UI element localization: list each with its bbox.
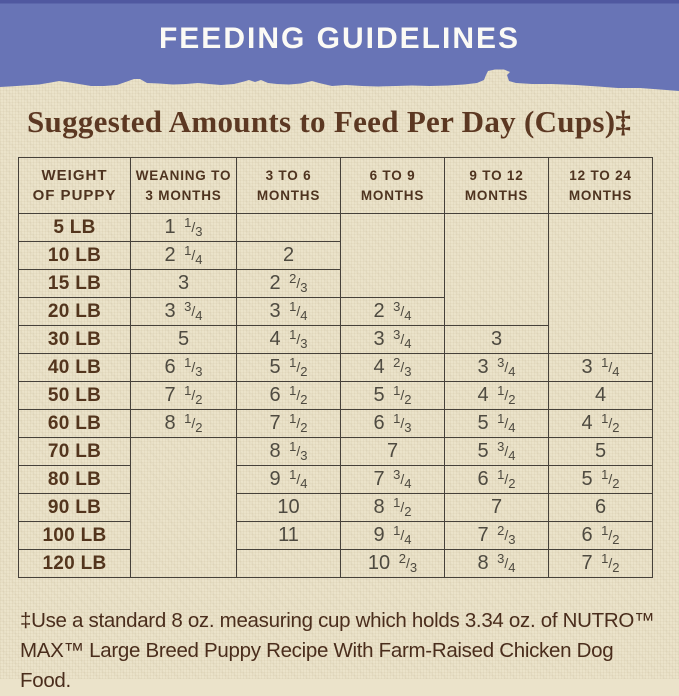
table-row [19, 438, 653, 466]
header-line-2: MONTHS [568, 187, 633, 203]
amount-cell: 5 $^1/_2$ [341, 382, 445, 410]
header-line-1: 3 TO 6 [265, 167, 312, 183]
table-row [19, 494, 653, 522]
column-header-3 [341, 158, 445, 214]
weight-cell: 70 LB [19, 438, 131, 466]
table-row [19, 410, 653, 438]
weight-cell: 40 LB [19, 354, 131, 382]
header-line-1: 6 TO 9 [369, 167, 416, 183]
column-header-weight [19, 158, 131, 214]
header-line-2: 3 MONTHS [145, 187, 222, 203]
amount-cell [341, 214, 445, 298]
amount-cell: 3 $^1/_4$ [549, 354, 653, 382]
header-banner [0, 0, 679, 96]
header-line-2: MONTHS [360, 187, 425, 203]
amount-cell: 10 $^2/_3$ [341, 550, 445, 578]
amount-cell: 6 $^1/_3$ [131, 354, 237, 382]
header-line-2: MONTHS [464, 187, 529, 203]
amount-cell: 6 $^1/_2$ [549, 522, 653, 550]
amount-cell: 9 $^1/_4$ [341, 522, 445, 550]
header-line-1: WEIGHT [41, 166, 108, 184]
amount-cell: 3 [445, 326, 549, 354]
header-line-1: 9 TO 12 [469, 167, 524, 183]
amount-cell: 5 [131, 326, 237, 354]
banner-title: FEEDING GUIDELINES [158, 22, 521, 55]
footnote [20, 606, 668, 696]
amount-cell: 3 $^3/_4$ [341, 326, 445, 354]
amount-cell: 2 [237, 242, 341, 270]
amount-cell: 10 [237, 494, 341, 522]
table-row [19, 382, 653, 410]
table-header [19, 158, 653, 214]
amount-cell: 1 $^1/_3$ [131, 214, 237, 242]
header-line-1: 12 TO 24 [569, 167, 632, 183]
amount-cell: 4 $^2/_3$ [341, 354, 445, 382]
header-line-1: WEANING TO [135, 167, 232, 183]
weight-cell: 10 LB [19, 242, 131, 270]
amount-cell: 7 [341, 438, 445, 466]
amount-cell: 5 $^1/_4$ [445, 410, 549, 438]
table-row [19, 354, 653, 382]
amount-cell: 8 $^1/_2$ [341, 494, 445, 522]
amount-cell: 6 $^1/_2$ [445, 466, 549, 494]
table-body [19, 214, 653, 578]
table-row [19, 550, 653, 578]
amount-cell: 5 $^1/_2$ [237, 354, 341, 382]
amount-cell: 3 [131, 270, 237, 298]
amount-cell: 6 $^1/_3$ [341, 410, 445, 438]
amount-cell: 4 $^1/_3$ [237, 326, 341, 354]
amount-cell [237, 550, 341, 578]
amount-cell: 7 $^2/_3$ [445, 522, 549, 550]
weight-cell: 80 LB [19, 466, 131, 494]
amount-cell: 8 $^1/_3$ [237, 438, 341, 466]
footnote-line-1: ‡Use a standard 8 oz. measuring cup which holds 3.34 oz. of NUTRO™ [20, 609, 655, 632]
weight-cell: 30 LB [19, 326, 131, 354]
weight-cell: 90 LB [19, 494, 131, 522]
header-line-2: OF PUPPY [32, 186, 117, 204]
amount-cell: 8 $^3/_4$ [445, 550, 549, 578]
footnote-line-2: MAX™ Large Breed Puppy Recipe With Farm-Raised Chicken Dog Food. [20, 639, 614, 692]
column-header-2 [237, 158, 341, 214]
amount-cell: 7 $^1/_2$ [131, 382, 237, 410]
header-line-2: MONTHS [256, 187, 321, 203]
column-header-1 [131, 158, 237, 214]
table-row [19, 214, 653, 242]
amount-cell: 4 $^1/_2$ [445, 382, 549, 410]
feeding-table [18, 157, 653, 578]
weight-cell: 60 LB [19, 410, 131, 438]
amount-cell: 7 $^1/_2$ [237, 410, 341, 438]
amount-cell: 4 [549, 382, 653, 410]
amount-cell: 6 $^1/_2$ [237, 382, 341, 410]
weight-cell: 20 LB [19, 298, 131, 326]
weight-cell: 50 LB [19, 382, 131, 410]
amount-cell: 7 [445, 494, 549, 522]
amount-cell: 4 $^1/_2$ [549, 410, 653, 438]
column-header-5 [549, 158, 653, 214]
amount-cell [237, 214, 341, 242]
section-title: Suggested Amounts to Feed Per Day (Cups)‡ [27, 104, 632, 139]
amount-cell [131, 438, 237, 578]
amount-cell: 2 $^1/_4$ [131, 242, 237, 270]
amount-cell: 3 $^1/_4$ [237, 298, 341, 326]
header-row [19, 158, 653, 214]
column-header-4 [445, 158, 549, 214]
weight-cell: 5 LB [19, 214, 131, 242]
amount-cell [549, 214, 653, 354]
amount-cell: 7 $^3/_4$ [341, 466, 445, 494]
amount-cell: 2 $^3/_4$ [341, 298, 445, 326]
table-row [19, 466, 653, 494]
amount-cell: 7 $^1/_2$ [549, 550, 653, 578]
weight-cell: 15 LB [19, 270, 131, 298]
amount-cell: 9 $^1/_4$ [237, 466, 341, 494]
amount-cell: 8 $^1/_2$ [131, 410, 237, 438]
table-row [19, 522, 653, 550]
amount-cell: 11 [237, 522, 341, 550]
weight-cell: 100 LB [19, 522, 131, 550]
amount-cell [445, 214, 549, 326]
amount-cell: 5 $^3/_4$ [445, 438, 549, 466]
amount-cell: 3 $^3/_4$ [131, 298, 237, 326]
amount-cell: 2 $^2/_3$ [237, 270, 341, 298]
banner-top-stripe [0, 0, 679, 4]
amount-cell: 5 $^1/_2$ [549, 466, 653, 494]
amount-cell: 5 [549, 438, 653, 466]
amount-cell: 6 [549, 494, 653, 522]
weight-cell: 120 LB [19, 550, 131, 578]
amount-cell: 3 $^3/_4$ [445, 354, 549, 382]
